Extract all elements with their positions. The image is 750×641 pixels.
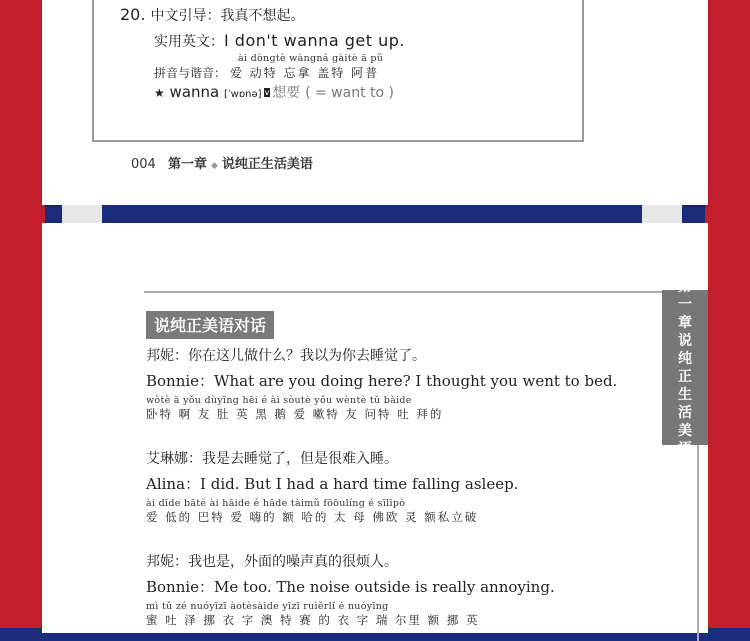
page-bottom	[42, 223, 708, 633]
bullet-icon: ◆	[210, 161, 218, 171]
band-white-right	[642, 205, 682, 223]
background-red-left	[0, 0, 45, 628]
dialogue-frame-top	[144, 291, 699, 293]
dialogue-pinyin: ài dīde bātè ài hāide é hāde tàimǔ fōōulíng é sīlīpò	[146, 498, 406, 509]
vocab-ipa: [ˈwɒnə]	[224, 89, 262, 100]
dialogue-hanzi: 卧特 啊 友 肚 英 黑 鹅 爱 嗽特 友 问特 吐 拜的	[146, 407, 444, 421]
side-tab-char: 美	[678, 422, 692, 439]
vocab-meaning: 想要	[272, 85, 301, 101]
english-label: 实用英文：	[154, 34, 224, 50]
dialogue-line-en: Alina：I did. But I had a hard time falling asleep.	[146, 475, 519, 493]
page-footer	[131, 153, 313, 172]
dialogue-hanzi: 爱 低的 巴特 爱 嗨的 额 哈的 太 母 佛欧 灵 额私立破	[146, 510, 479, 524]
english-text: I don't wanna get up.	[224, 31, 405, 50]
background-red-right	[705, 0, 750, 628]
dialogue-line-en: Bonnie：What are you doing here? I thought you went to bed.	[146, 372, 618, 390]
vocab-word: wanna	[169, 83, 220, 101]
star-icon: ★	[154, 86, 165, 100]
frame-border-bottom	[92, 140, 584, 142]
page-number: 004	[131, 157, 156, 172]
dialogue-pinyin: wòtè ā yǒu dùyīng hēi é ài sòutè yǒu wèntè tǔ bàide	[146, 395, 412, 406]
entry-phonetic-line	[154, 64, 379, 81]
side-tab-char: 说	[678, 332, 692, 349]
dialogue-hanzi: 蜜 吐 泽 挪 衣 字 澳 特 赛 的 衣 字 瑞 尔里 额 挪 英	[146, 613, 480, 627]
side-tab-char: 纯	[678, 350, 692, 367]
dialogue-section-header: 说纯正美语对话	[146, 311, 274, 339]
footer-chapter: 第一章	[167, 157, 207, 172]
dialogue-line-en: Bonnie：Me too. The noise outside is really annoying.	[146, 578, 555, 596]
entry-line-chinese	[120, 5, 305, 25]
entry-line-english	[154, 31, 405, 51]
side-tab-char: 章	[678, 314, 692, 331]
entry-pinyin: ài dòngtè wàngná gàitè ā pǔ	[238, 53, 384, 64]
frame-border-right	[582, 0, 584, 140]
side-tab-char: 第	[678, 278, 692, 295]
side-tab-char: 正	[678, 368, 692, 385]
dialogue-line-zh: 邦妮：我也是，外面的噪声真的很烦人。	[146, 554, 398, 570]
side-tab-char: 生	[678, 386, 692, 403]
side-tab-char: 语	[678, 440, 692, 457]
page-top	[42, 0, 708, 205]
chinese-text: 我真不想起。	[220, 8, 305, 24]
side-tab-char: 活	[678, 404, 692, 421]
entry-number: 20.	[120, 5, 146, 24]
vocab-equivalent: ( = want to )	[305, 85, 394, 101]
dialogue-line-zh: 艾琳娜：我是去睡觉了，但是很难入睡。	[146, 451, 398, 467]
band-blue	[102, 205, 642, 223]
dialogue-pinyin: mì tǔ zé nuóyīzī àotèsàide yīzī ruìěrlǐ é nuóyīng	[146, 601, 389, 612]
vocab-note	[154, 82, 394, 102]
part-of-speech-badge: v	[264, 88, 270, 97]
chapter-side-tab	[662, 278, 708, 457]
side-tab-char: 一	[678, 296, 692, 313]
band-white-left	[62, 205, 102, 223]
phonetic-label: 拼音与谐音：	[154, 66, 227, 80]
dialogue-line-zh: 邦妮：你在这儿做什么？我以为你去睡觉了。	[146, 348, 426, 364]
chinese-label: 中文引导：	[150, 8, 221, 24]
phonetic-hanzi: 爱 动特 忘拿 盖特 阿普	[229, 66, 380, 80]
footer-section: 说纯正生活美语	[221, 157, 313, 172]
